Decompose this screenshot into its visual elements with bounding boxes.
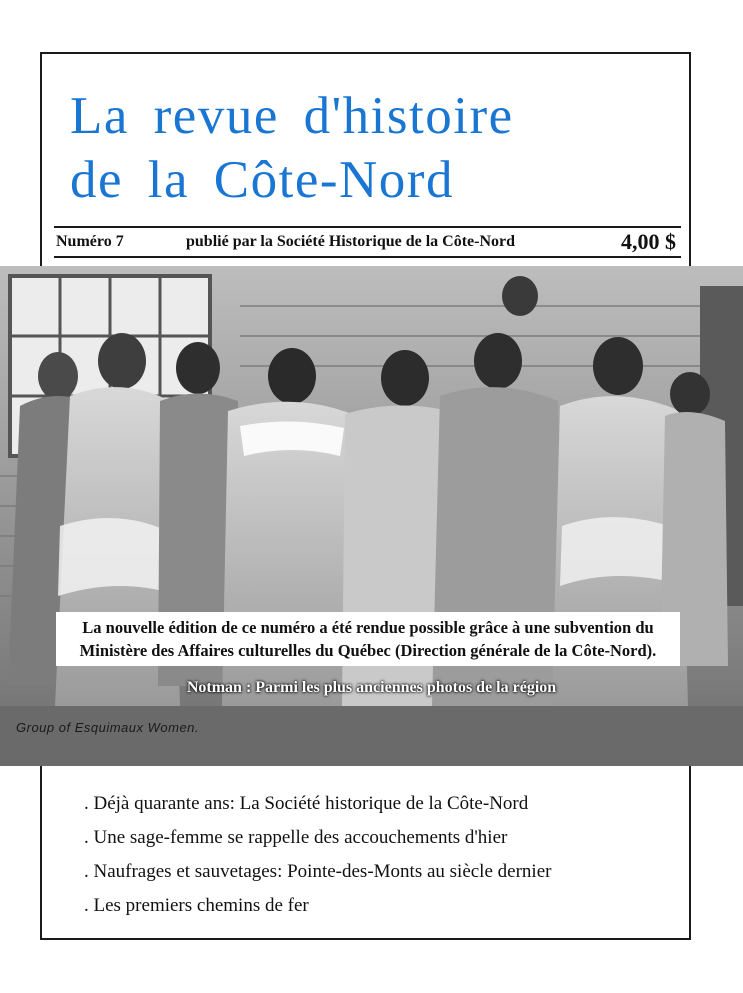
grant-notice-line-1: La nouvelle édition de ce numéro a été rendue possible grâce à une subvention du — [82, 618, 654, 637]
magazine-title — [70, 84, 690, 212]
masthead-top-rule — [54, 226, 681, 228]
issue-number: Numéro 7 — [56, 233, 124, 250]
article-item: . Naufrages et sauvetages: Pointe-des-Monts au siècle dernier — [84, 861, 552, 882]
article-item: . Déjà quarante ans: La Société historique de la Côte-Nord — [84, 793, 529, 814]
publisher-line: publié par la Société Historique de la Côte-Nord — [186, 233, 516, 250]
cover-price: 4,00 $ — [621, 229, 676, 254]
article-item: . Les premiers chemins de fer — [84, 895, 309, 916]
photo-caption: Group of Esquimaux Women. — [16, 720, 200, 735]
grant-notice — [56, 612, 680, 666]
masthead-bottom-rule — [54, 256, 681, 258]
title-line-2: de la Côte-Nord — [70, 151, 454, 209]
photo-credit: Notman : Parmi les plus anciennes photos de la région — [186, 679, 557, 696]
article-list — [84, 790, 551, 926]
title-line-1: La revue d'histoire — [70, 87, 514, 145]
grant-notice-line-2: Ministère des Affaires culturelles du Québec (Direction générale de la Côte-Nord). — [79, 641, 657, 660]
masthead-info-row — [56, 229, 680, 255]
article-item: . Une sage-femme se rappelle des accouchements d'hier — [84, 827, 508, 848]
